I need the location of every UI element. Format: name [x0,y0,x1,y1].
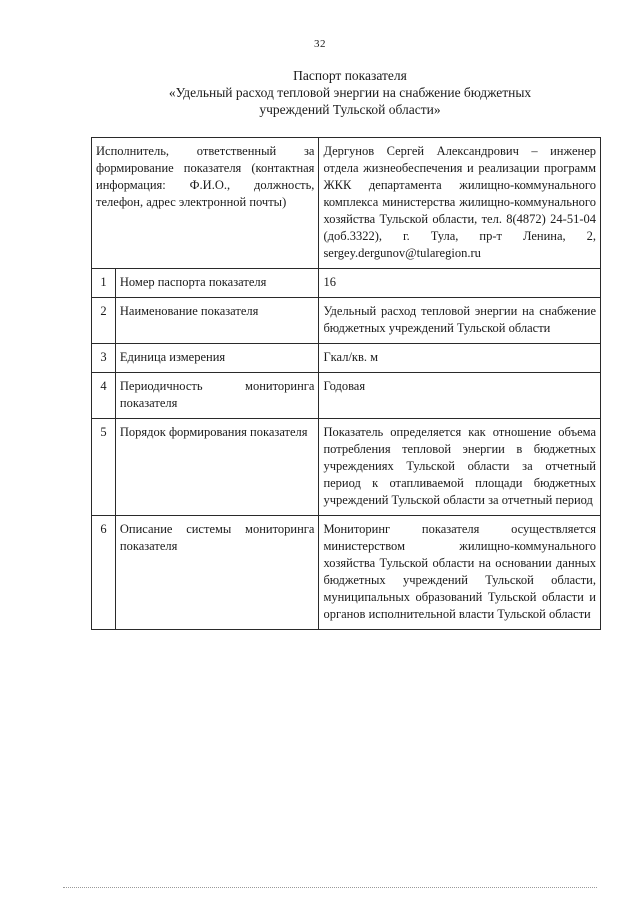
table-row-executor [92,138,601,269]
title-line-2: «Удельный расход тепловой энергии на снабжение бюджетных [168,85,532,100]
row-number: 6 [92,516,116,630]
row-number: 4 [92,373,116,419]
row-value: 16 [319,269,601,298]
page-number: 32 [314,38,326,50]
row-label: Наименование показателя [115,298,319,344]
row-label: Периодичность мониторинга показателя [115,373,319,419]
row-label: Номер паспорта показателя [115,269,319,298]
table-row [92,419,601,516]
row-value: Показатель определяется как отношение объема потребления тепловой энергии в бюджетных учреждениях Тульской области за отчетный период к отапливаемой площади бюджетных учреждений Тульской области за отчетный период [319,419,601,516]
row-value: Годовая [319,373,601,419]
row-value: Гкал/кв. м [319,344,601,373]
title-line-1: Паспорт показателя [293,68,407,83]
table-row [92,298,601,344]
row-value: Удельный расход тепловой энергии на снабжение бюджетных учреждений Тульской области [319,298,601,344]
table-row [92,344,601,373]
table-row [92,516,601,630]
row-number: 2 [92,298,116,344]
row-number: 1 [92,269,116,298]
row-value: Мониторинг показателя осуществляется министерством жилищно-коммунального хозяйства Тульской области на основании данных бюджетных учреждений Тульской области, муниципальных образований Тульской области и органов исполнительной власти Тульской области [319,516,601,630]
passport-title [140,67,560,118]
executor-label: Исполнитель, ответственный за формирование показателя (контактная информация: Ф.И.О., должность, телефон, адрес электронной почты) [92,138,319,269]
passport-table [91,137,601,630]
executor-value: Дергунов Сергей Александрович – инженер отдела жизнеобеспечения и реализации программ ЖКК департамента жилищно-коммунального комплекса министерства жилищно-коммунального хозяйства Тульской области, тел. 8(4872) 24-51-04 (доб.3322), г. Тула, пр-т Ленина, 2, sergey.dergunov@tularegion.ru [319,138,601,269]
table-row [92,269,601,298]
table-row [92,373,601,419]
row-label: Единица измерения [115,344,319,373]
footer-divider [63,887,597,888]
row-label: Описание системы мониторинга показателя [115,516,319,630]
row-number: 5 [92,419,116,516]
title-line-3: учреждений Тульской области» [259,102,441,117]
row-number: 3 [92,344,116,373]
row-label: Порядок формирования показателя [115,419,319,516]
